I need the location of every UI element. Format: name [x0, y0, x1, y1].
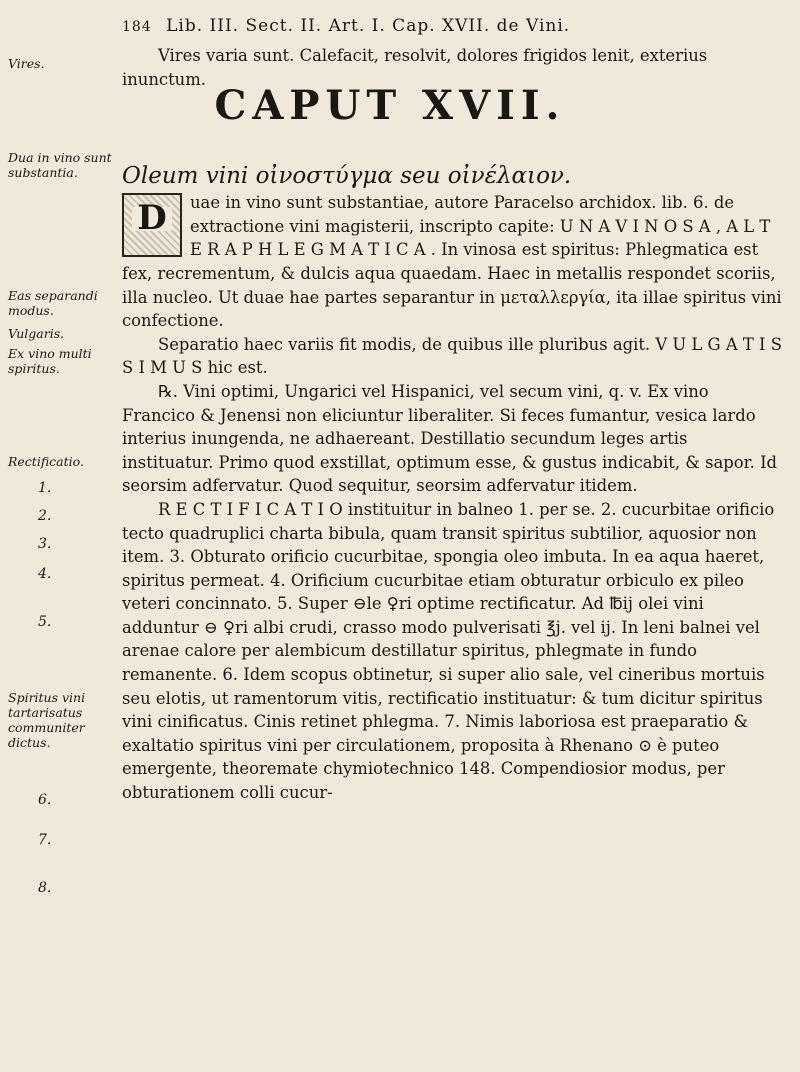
margin-note-vires: Vires.: [8, 56, 45, 71]
margin-number: 6.: [38, 792, 52, 808]
margin-note-separandi: Eas separandi modus.: [8, 288, 98, 318]
running-title: Lib. III. Sect. II. Art. I. Cap. XVII. de Vini.: [166, 16, 571, 36]
page-number: 184: [122, 19, 152, 35]
initial-letter: D: [132, 207, 172, 231]
paragraph-4: R E C T I F I C A T I O instituitur in balneo 1. per se. 2. cucurbitae orificio tecto quadruplici charta bibula, quam transit spiritus subtilior, aquosior non item. 3. Obturato orificio cucurbitae, spongia oleo imbuta. In ea aqua haeret, spiritus permeat. 4. Orificium cucurbitae etiam obturatur orbiculo ex pileo veteri concinnato. 5. Super ⊖le ♀ri optime rectificatur. Ad ℔ij olei vini adduntur ⊖ ♀ri albi crudi, crasso modo pulverisati ℥j. vel ij. In leni balnei vel arenae calore per alembicum destillatur spiritus, phlegmate in fundo remanente. 6. Idem scopus obtinetur, si super alio sale, vel cineribus mortuis seu elotis, ut ramentorum vitis, rectificatio instituatur: & tum dicitur spiritus vini cinificatus. Cinis retinet phlegma. 7. Nimis laboriosa est praeparatio & exaltatio spiritus vini per circulationem, proposita à Rhenano ⊙ è puteo emergente, theoremate chymiotechnico 148. Compendiosior modus, per obturationem colli cucur-: [122, 499, 775, 803]
margin-number: 7.: [38, 832, 52, 848]
running-header: [122, 16, 782, 36]
margin-number: 1.: [38, 480, 52, 496]
decorated-initial: [122, 193, 182, 257]
paragraph-1: uae in vino sunt substantiae, autore Paracelso archidox. lib. 6. de extractione vini magisterii, inscripto capite: U N A V I N O S A , A L T E R A P H L E G M A T I C A . In vinosa est spiritus: Phlegmatica est fex, recrementum, & dulcis aqua quaedam. Haec in metallis respondet scoriis, illa nucleo. Ut duae hae partes separantur in μεταλλεργία, ita illae spiritus vini confectione.: [122, 193, 782, 331]
margin-number: 4.: [38, 566, 52, 582]
vires-line: Vires varia sunt. Calefacit, resolvit, dolores frigidos lenit, exterius inunctum.: [122, 46, 708, 89]
margin-note-vulgaris: Vulgaris.: [8, 326, 65, 341]
section-heading: Oleum vini οἰνοστύγμα seu οἰνέλαιον.: [122, 163, 572, 190]
margin-number: 3.: [38, 536, 52, 552]
margin-note-ex-vino: Ex vino multi spiritus.: [8, 346, 92, 376]
margin-number: 5.: [38, 614, 52, 630]
margin-number: 2.: [38, 508, 52, 524]
margin-number: 8.: [38, 880, 52, 896]
main-text: [122, 44, 782, 805]
margin-note-substantiae: Dua in vino sunt substantia.: [8, 150, 112, 180]
chapter-title: CAPUT XVII.: [214, 82, 566, 129]
margin-note-rectificatio: Rectificatio.: [8, 454, 84, 469]
paragraph-2: Separatio haec variis fit modis, de quibus ille pluribus agit. V U L G A T I S S I M U S hic est.: [122, 334, 782, 378]
paragraph-3: ℞. Vini optimi, Ungarici vel Hispanici, vel secum vini, q. v. Ex vino Francico & Jenensi non eliciuntur liberaliter. Si feces fumantur, vesica lardo interius inungenda, ne adhaereant. Destillatio secundum leges artis instituatur. Primo quod exstillat, optimum esse, & gustus indicabit, & sapor. Id seorsim adfervatur. Quod sequitur, seorsim adfervatur itidem.: [122, 381, 778, 496]
margin-note-spiritus: Spiritus vini tartarisatus communiter dictus.: [8, 690, 86, 750]
